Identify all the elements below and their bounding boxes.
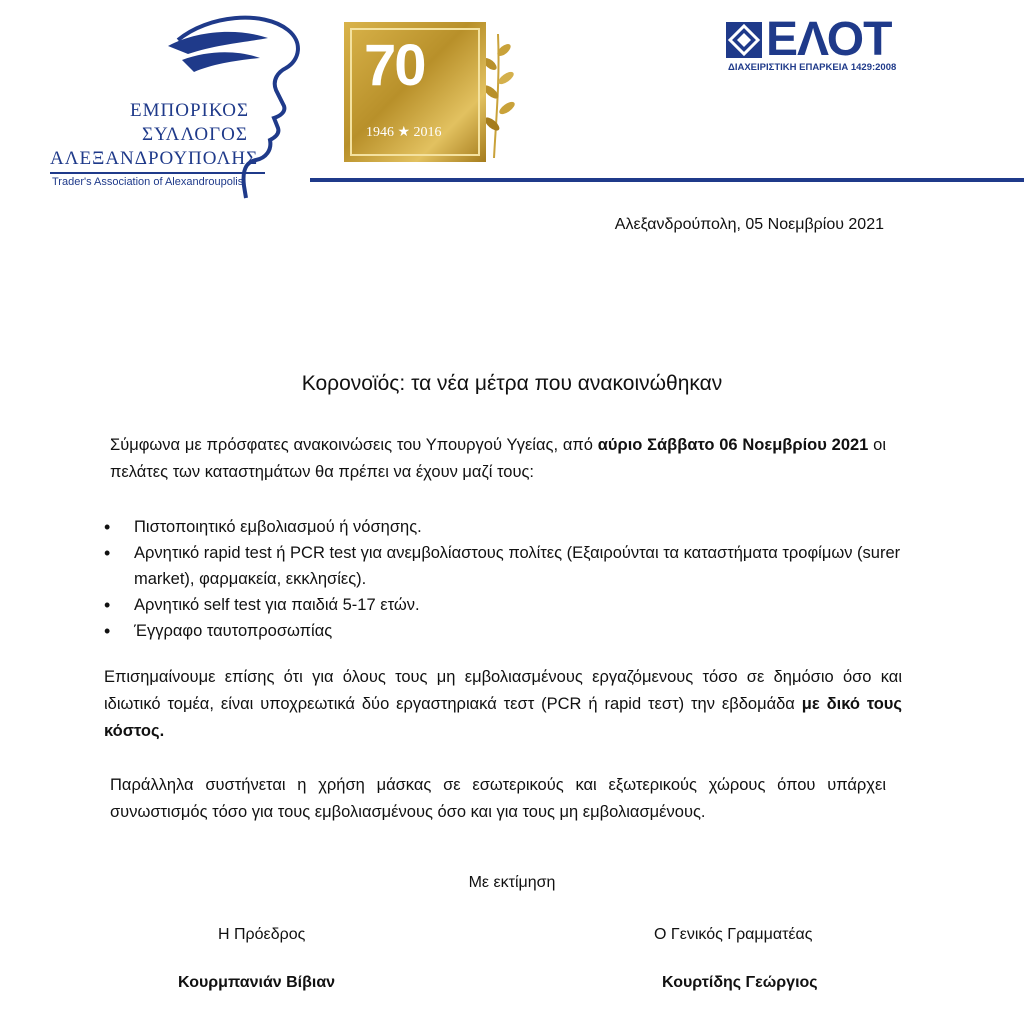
org-name-divider xyxy=(50,172,265,174)
association-logo xyxy=(48,10,318,200)
elot-mark-icon xyxy=(726,22,762,58)
elot-subtitle: ΔΙΑΧΕΙΡΙΣΤΙΚΗ ΕΠΑΡΚΕΙΑ 1429:2008 xyxy=(728,62,897,73)
workers-text: Επισημαίνουμε επίσης ότι για όλους τους μη εμβολιασμένους εργαζόμενους τόσο σε δημόσιο όσο και ιδιωτικό τομέα, είναι υποχρεωτικά δύο εργαστηριακά τεστ (PCR ή rapid τεστ) την εβδομάδα xyxy=(104,668,902,713)
workers-text-cost: με δικό τους κόστος. xyxy=(104,695,902,740)
anniversary-badge xyxy=(344,22,486,162)
intro-text-end: οι πελάτες των καταστημάτων θα πρέπει να έχουν μαζί τους: xyxy=(110,436,886,481)
list-item: • Αρνητικό rapid test ή PCR test για ανεμβολίαστους πολίτες (Εξαιρούνται τα καταστήματα τροφίμων (surer market), φαρμακεία, εκκλησίες). xyxy=(104,540,904,592)
org-name-line-3: ΑΛΕΞΑΝΔΡΟΥΠΟΛΗΣ xyxy=(50,148,259,169)
letter-date: Αλεξανδρούπολη, 05 Νοεμβρίου 2021 xyxy=(614,216,884,233)
org-name-english: Trader's Association of Alexandroupolis xyxy=(52,176,244,188)
laurel-branch-icon xyxy=(486,30,516,160)
secretary-name: Κουρτίδης Γεώργιος xyxy=(662,974,818,991)
intro-text-start: Σύμφωνα με πρόσφατες ανακοινώσεις του Υπουργού Υγείας, από xyxy=(110,436,598,454)
secretary-role: Ο Γενικός Γραμματέας xyxy=(654,926,813,943)
list-item: • Έγγραφο ταυτοπροσωπίας xyxy=(104,618,904,644)
org-name-line-1: ΕΜΠΟΡΙΚΟΣ xyxy=(130,100,250,121)
elot-name: ΕΛΟΤ xyxy=(766,13,892,66)
closing-greeting: Με εκτίμηση xyxy=(468,874,556,891)
intro-text-date: αύριο Σάββατο 06 Νοεμβρίου 2021 xyxy=(597,436,869,454)
header-divider xyxy=(310,178,1024,182)
workers-paragraph xyxy=(104,664,902,745)
anniversary-years: 1946 ★ 2016 xyxy=(366,125,442,140)
president-name: Κουρμπανιάν Βίβιαν xyxy=(178,974,336,991)
anniversary-number: 70 xyxy=(364,33,425,98)
letter-title: Κορονοϊός: τα νέα μέτρα που ανακοινώθηκαν xyxy=(301,372,723,395)
mask-paragraph: Παράλληλα συστήνεται η χρήση μάσκας σε εσωτερικούς και εξωτερικούς χώρους όπου υπάρχει συνωστισμός τόσο για τους εμβολιασμένους όσο και για τους μη εμβολιασμένους. xyxy=(110,776,886,821)
elot-logo xyxy=(726,13,906,88)
org-name-line-2: ΣΥΛΛΟΓΟΣ xyxy=(142,124,248,145)
intro-paragraph xyxy=(110,432,886,486)
list-item: • Αρνητικό self test για παιδιά 5-17 ετών. xyxy=(104,592,904,618)
president-role: Η Πρόεδρος xyxy=(218,926,306,943)
list-item: • Πιστοποιητικό εμβολιασμού ή νόσησης. xyxy=(104,514,904,540)
requirements-list xyxy=(104,514,904,644)
